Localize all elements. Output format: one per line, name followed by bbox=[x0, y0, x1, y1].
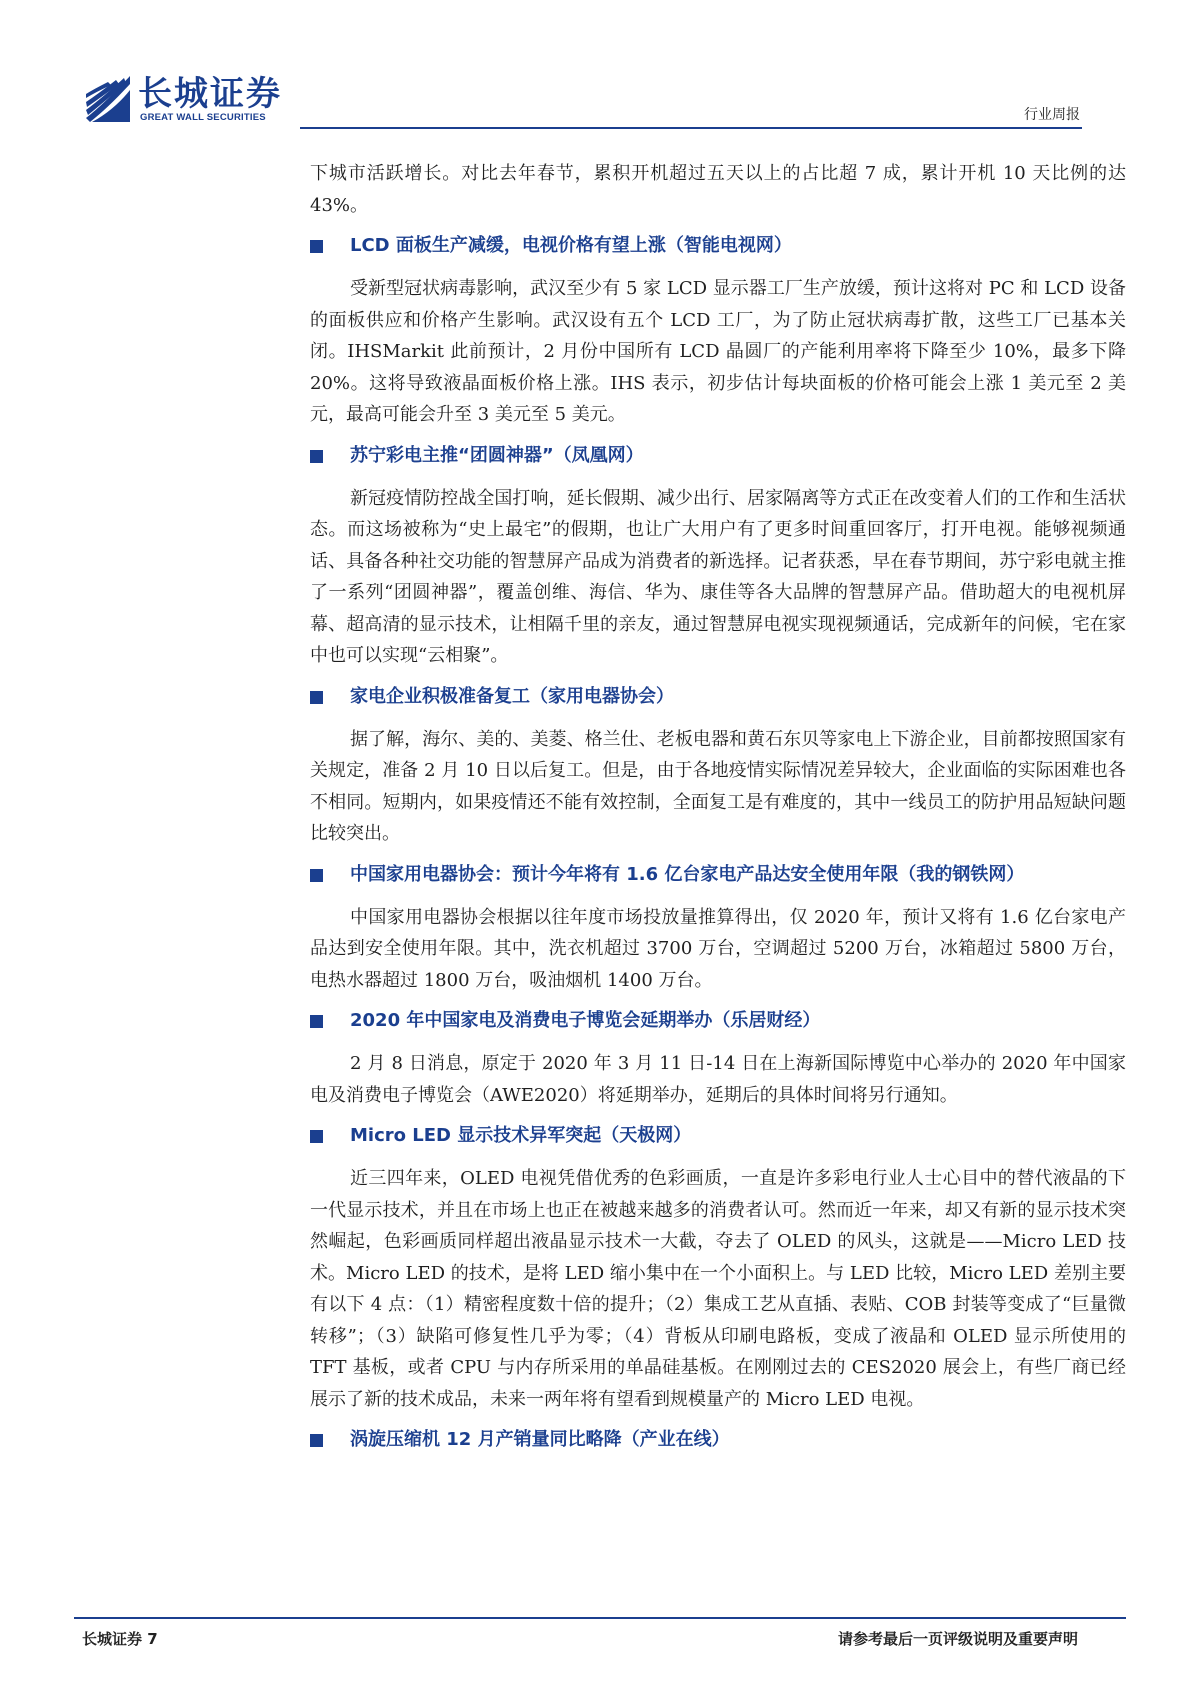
intro-paragraph: 下城市活跃增长。对比去年春节，累积开机超过五天以上的占比超 7 成，累计开机 10 天比例的达 43%。 bbox=[310, 163, 1126, 216]
section-heading: 家电企业积极准备复工（家用电器协会） bbox=[310, 682, 1126, 712]
footer-page-label: 长城证券 7 bbox=[82, 1630, 158, 1648]
report-type: 行业周报 bbox=[1024, 107, 1080, 123]
section-body: 据了解，海尔、美的、美菱、格兰仕、老板电器和黄石东贝等家电上下游企业，目前都按照国家有关规定，准备 2 月 10 日以后复工。但是，由于各地疫情实际情况差异较大，企业面临的实际困难也各不相同。短期内，如果疫情还不能有效控制，全面复工是有难度的，其中一线员工的防护用品短缺问题比较突出。 bbox=[310, 728, 1126, 844]
square-bullet-icon bbox=[310, 1434, 323, 1447]
section-heading: 涡旋压缩机 12 月产销量同比略降（产业在线） bbox=[310, 1425, 1126, 1455]
square-bullet-icon bbox=[310, 450, 323, 463]
footer-disclaimer: 请参考最后一页评级说明及重要声明 bbox=[837, 1630, 1078, 1648]
section-body: 新冠疫情防控战全国打响，延长假期、减少出行、居家隔离等方式正在改变着人们的工作和生活状态。而这场被称为“史上最宅”的假期，也让广大用户有了更多时间重回客厅，打开电视。能够视频通话、具备各种社交功能的智慧屏产品成为消费者的新选择。记者获悉，早在春节期间，苏宁彩电就主推了一系列“团圆神器”，覆盖创维、海信、华为、康佳等各大品牌的智慧屏产品。借助超大的电视机屏幕、超高清的显示技术，让相隔千里的亲友，通过智慧屏电视实现视频通话，完成新年的问候，宅在家中也可以实现“云相聚”。 bbox=[310, 487, 1126, 666]
section-body: 中国家用电器协会根据以往年度市场投放量推算得出，仅 2020 年，预计又将有 1.6 亿台家电产品达到安全使用年限。其中，洗衣机超过 3700 万台，空调超过 5200 万台，冰箱超过 5800 万台，电热水器超过 1800 万台，吸油烟机 1400 万台。 bbox=[310, 906, 1126, 991]
main-content bbox=[310, 158, 1126, 1467]
logo-english-name: GREAT WALL SECURITIES bbox=[140, 112, 266, 123]
square-bullet-icon bbox=[310, 691, 323, 704]
logo-chinese-name: 长城证券 bbox=[138, 74, 282, 114]
footer-divider bbox=[74, 1617, 1126, 1619]
section-body: 2 月 8 日消息，原定于 2020 年 3 月 11 日-14 日在上海新国际博览中心举办的 2020 年中国家电及消费电子博览会（AWE2020）将延期举办，延期后的具体时间将另行通知。 bbox=[310, 1053, 1126, 1106]
header-divider bbox=[300, 127, 1082, 129]
section-body: 近三四年来，OLED 电视凭借优秀的色彩画质，一直是许多彩电行业人士心目中的替代液晶的下一代显示技术，并且在市场上也正在被越来越多的消费者认可。然而近一年来，却又有新的显示技术突然崛起，色彩画质同样超出液晶显示技术一大截，夺去了 OLED 的风头，这就是——Micro LED 技术。Micro LED 的技术，是将 LED 缩小集中在一个小面积上。与 LED 比较，Micro LED 差别主要有以下 4 点：（1）精密程度数十倍的提升；（2）集成工艺从直插、表贴、COB 封装等变成了“巨量微转移”；（3）缺陷可修复性几乎为零；（4）背板从印刷电路板，变成了液晶和 OLED 显示所使用的 TFT 基板，或者 CPU 与内存所采用的单晶硅基板。在刚刚过去的 CES2020 展会上，有些厂商已经展示了新的技术成品，未来一两年将有望看到规模量产的 Micro LED 电视。 bbox=[310, 1168, 1126, 1410]
section-heading: LCD 面板生产减缓，电视价格有望上涨（智能电视网） bbox=[310, 231, 1126, 261]
logo bbox=[84, 74, 284, 124]
square-bullet-icon bbox=[310, 1130, 323, 1143]
section-heading: 苏宁彩电主推“团圆神器”（凤凰网） bbox=[310, 441, 1126, 471]
square-bullet-icon bbox=[310, 869, 323, 882]
square-bullet-icon bbox=[310, 240, 323, 253]
section-body: 受新型冠状病毒影响，武汉至少有 5 家 LCD 显示器工厂生产放缓，预计这将对 PC 和 LCD 设备的面板供应和价格产生影响。武汉设有五个 LCD 工厂，为了防止冠状病毒扩散，这些工厂已基本关闭。IHSMarkit 此前预计，2 月份中国所有 LCD 晶圆厂的产能利用率将下降至少 10%，最多下降 20%。这将导致液晶面板价格上涨。IHS 表示，初步估计每块面板的价格可能会上涨 1 美元至 2 美元，最高可能会升至 3 美元至 5 美元。 bbox=[310, 278, 1126, 425]
section-heading: Micro LED 显示技术异军突起（天极网） bbox=[310, 1121, 1126, 1151]
square-bullet-icon bbox=[310, 1015, 323, 1028]
section-heading: 中国家用电器协会：预计今年将有 1.6 亿台家电产品达安全使用年限（我的钢铁网） bbox=[310, 860, 1126, 890]
great-wall-logo-icon bbox=[84, 74, 132, 124]
section-heading: 2020 年中国家电及消费电子博览会延期举办（乐居财经） bbox=[310, 1006, 1126, 1036]
